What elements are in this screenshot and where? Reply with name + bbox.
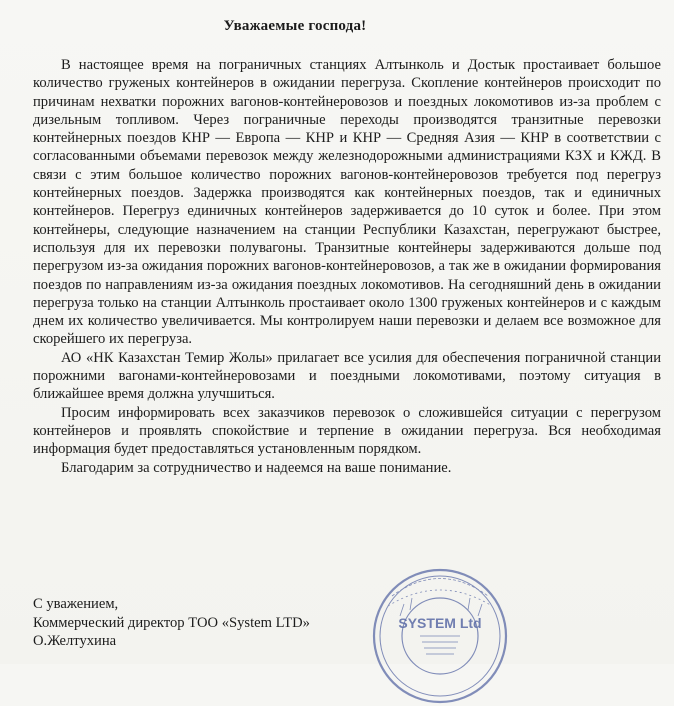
- paragraph-3: Просим информировать всех заказчиков перевозок о сложившейся ситуации с перегрузом контейнеров и проявлять спокойствие и терпение в ожидании перегруза. Вся необходимая информация будет предоставляться установленным порядком.: [33, 404, 661, 458]
- signatory-name: О.Желтухина: [33, 633, 117, 649]
- paragraph-4: Благодарим за сотрудничество и надеемся на ваше понимание.: [61, 459, 452, 476]
- paragraph-1: В настоящее время на пограничных станциях Алтынколь и Достык простаивает большое количество груженых контейнеров в ожидании перегруза. Скопление контейнеров происходит по причинам нехватки порожних вагонов-контейнеровозов и поездных локомотивов из-за проблем с дизельным топливом. Через пограничные переходы производятся транзитные перевозки контейнерных поездов КНР — Европа — КНР и КНР — Средняя Азия — КНР в соответствии с согласованными объемами перевозок между железнодорожными администрациями КЗХ и КЖД. В связи с этим большое количество порожних вагонов-контейнеровозов требуется под перегруз контейнерных поездов. Задержка производятся как контейнерных поездов, так и единичных контейнеров. Перегруз единичных контейнеров задерживается до 10 суток и более. При этом контейнеры, следующие назначением на станции Республики Казахстан, перегружают быстрее, используя для их перевозки полувагоны. Транзитные контейнеры задерживаются дольше под перегрузом из-за ожидания порожних вагонов-контейнеровозов, а так же в ожидании формирования поездов по направлениям из-за ожидания поездных локомотивов. На сегодняшний день в ожидании перегруза только на станции Алтынколь простаивает около 1300 груженых контейнеров и с каждым днем их количество увеличивается. Мы контролируем наши перевозки и делаем все возможное для скорейшего их перегруза.: [33, 57, 661, 348]
- letter-salutation: Уважаемые господа!: [223, 18, 367, 34]
- company-stamp: [370, 566, 510, 706]
- signatory-title: Коммерческий директор ТОО «System LTD»: [33, 614, 310, 631]
- closing-line: С уважением,: [33, 596, 119, 612]
- letter-body: [33, 56, 661, 477]
- stamp-text: SYSTEM Ltd: [398, 615, 482, 631]
- signature-block: [33, 595, 310, 651]
- paragraph-2: АО «НК Казахстан Темир Жолы» прилагает все усилия для обеспечения пограничной станции порожними вагонами-контейнеровозами и поездными локомотивами, поэтому ситуация в ближайшее время должна улучшиться.: [33, 349, 661, 403]
